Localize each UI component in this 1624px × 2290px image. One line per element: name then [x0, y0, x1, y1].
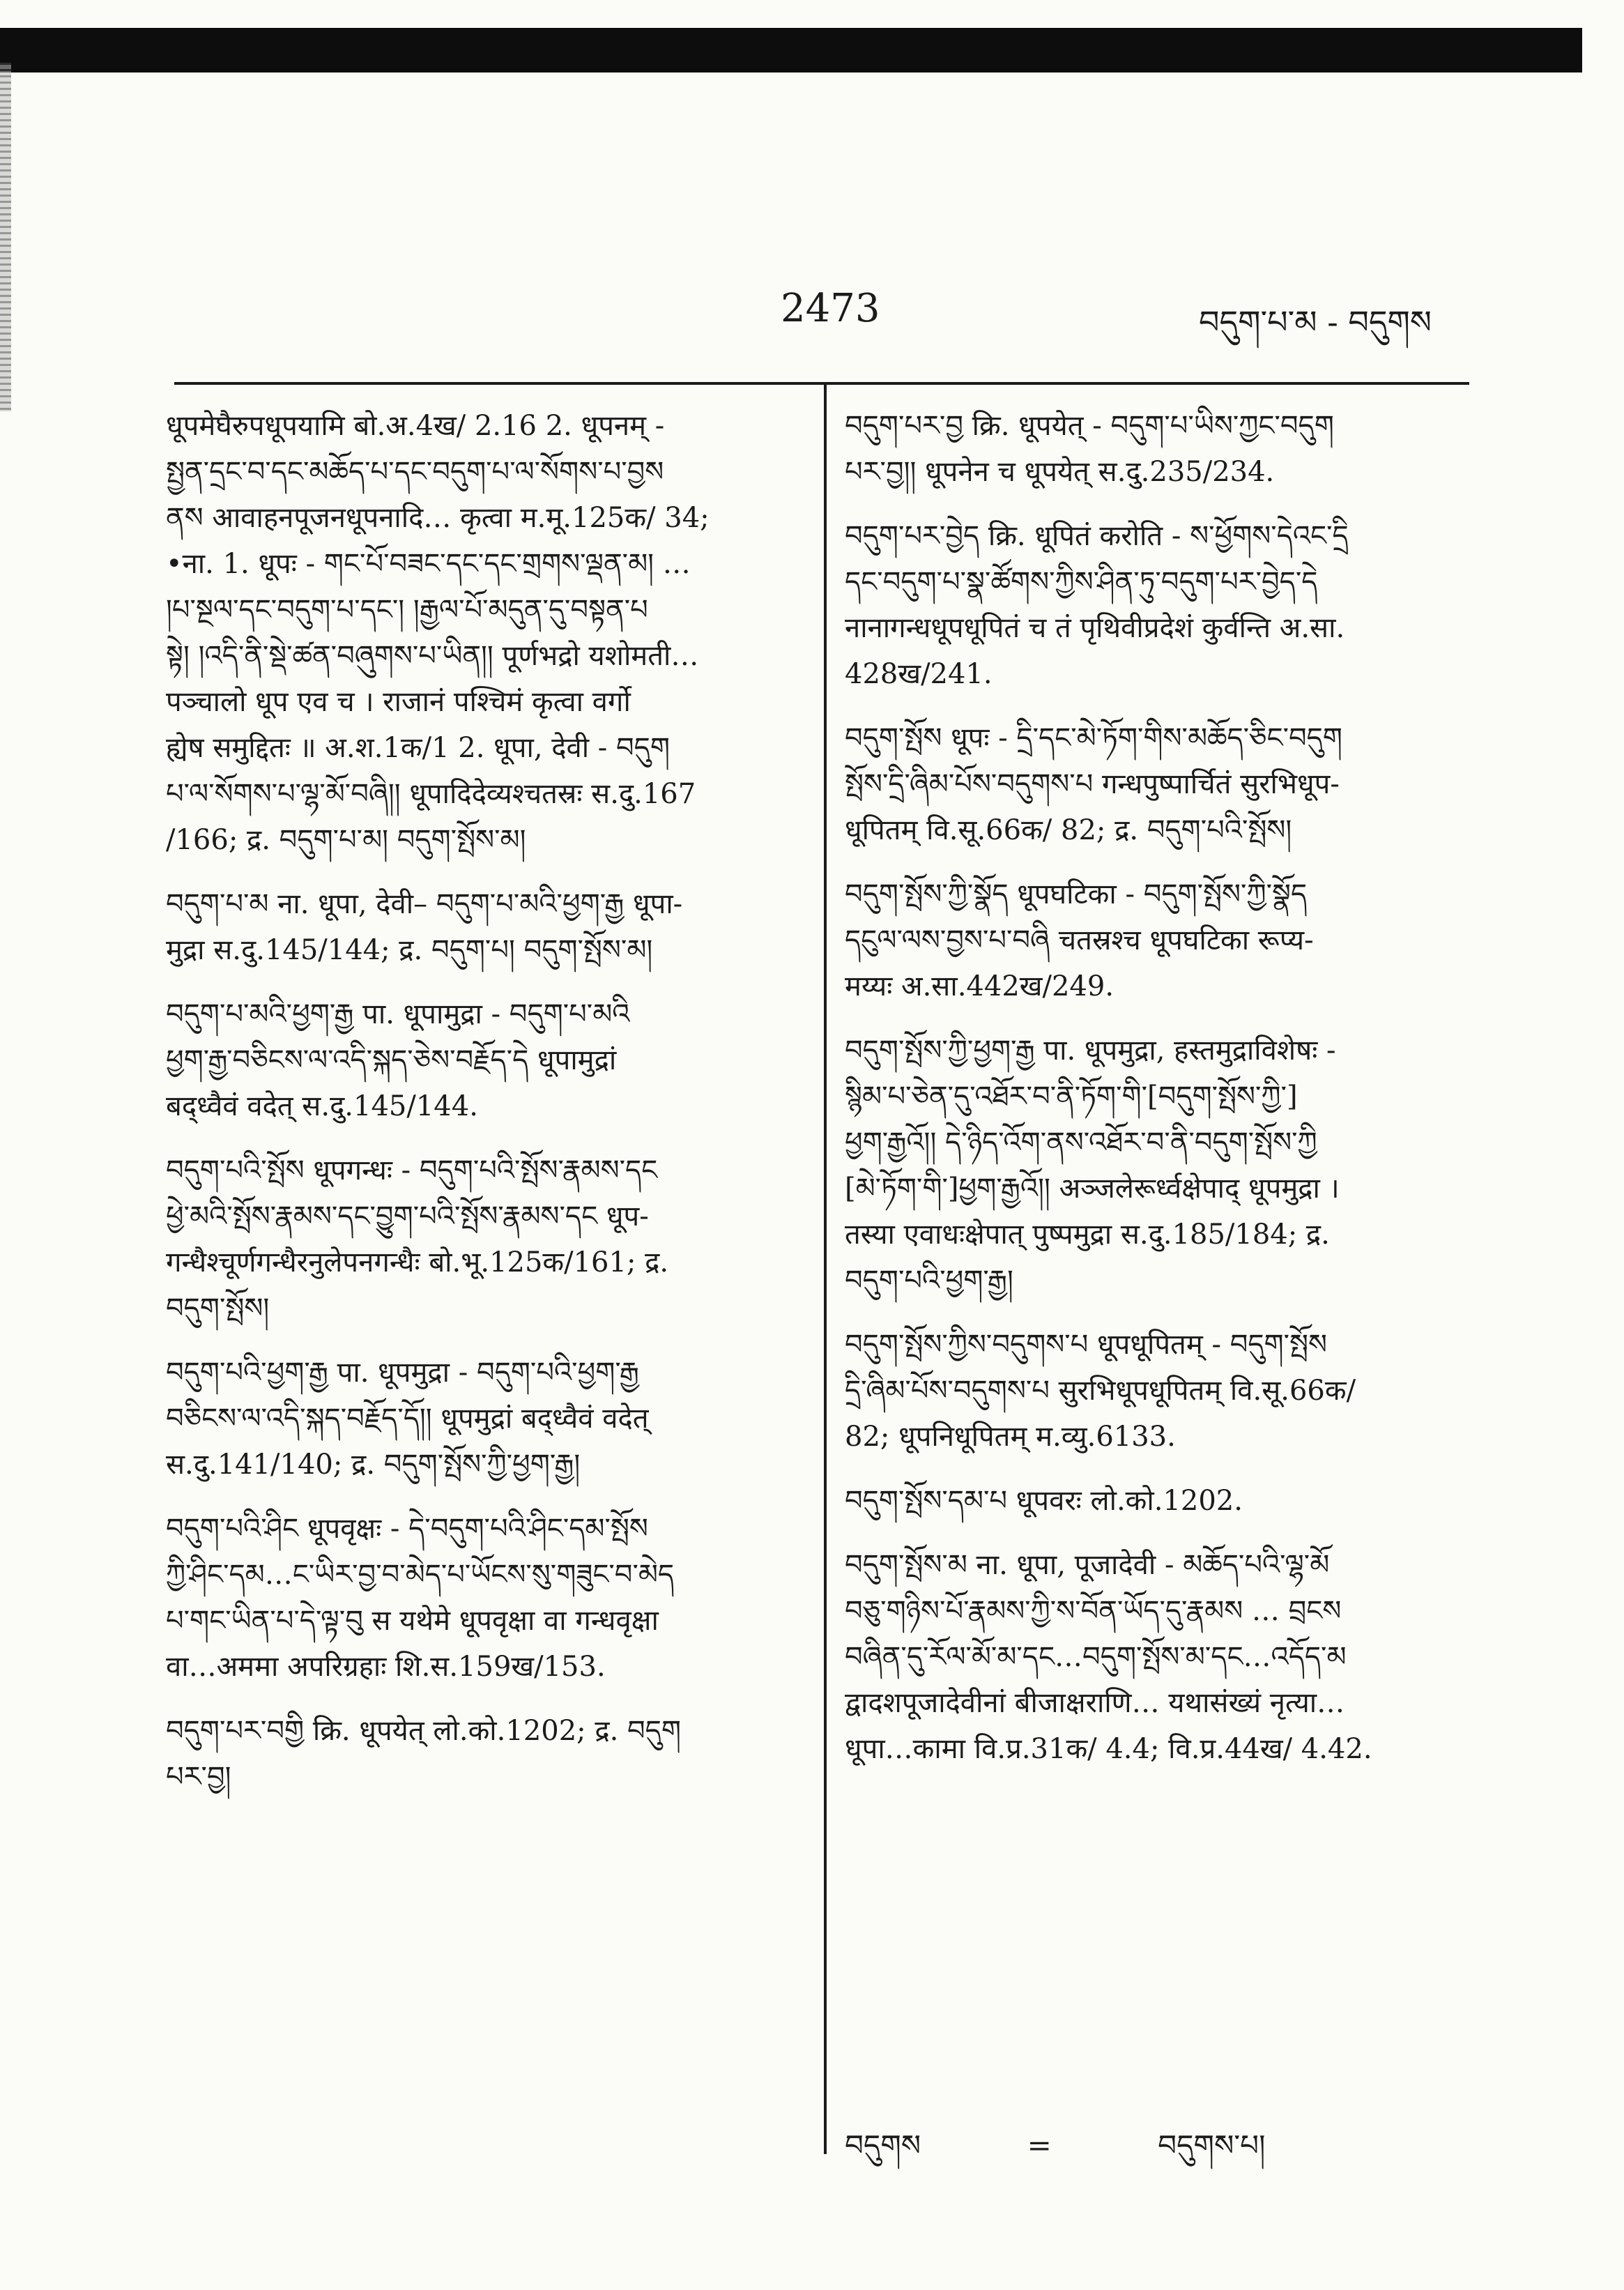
entry-line: वा…अममा अपरिग्रहाः शि.स.159ख/153.	[166, 1651, 606, 1683]
entry-line: नानागन्धधूपधूपितं च तं पृथिवीप्रदेशं कुर्वन्ति अ.सा.	[845, 612, 1345, 644]
entry-line: स.दु.141/140; द्र. བདུག་སྤོས་ཀྱི་ཕྱག་རྒྱ།	[166, 1449, 581, 1481]
scan-top-border	[0, 28, 1582, 72]
entry-headline: བདུག་སྤོས धूपः - དྲི་དང་མེ་ཏོག་གིས་མཆོད་ཅིང་བདུག	[845, 722, 1342, 754]
dictionary-entry	[166, 1506, 800, 1690]
entry-line: 82; धूपनिधूपितम् म.व्यु.6133.	[845, 1421, 1176, 1453]
entry-headline: བདུག་སྤོས་དམ་པ धूपवरः लो.को.1202.	[845, 1485, 1243, 1517]
entry-line: པར་བྱ།། धूपनेन च धूपयेत् स.दु.235/234.	[845, 456, 1275, 488]
entry-headline: བདུག་པར་བགྱི क्रि. धूपयेत् लो.को.1202; द्र. བདུག	[166, 1715, 681, 1747]
dictionary-entry	[166, 1350, 800, 1488]
entry-line: द्वादशपूजादेवीनां बीजाक्षराणि… यथासंख्यं नृत्या…	[845, 1687, 1345, 1719]
dictionary-entry	[166, 403, 800, 863]
entry-headline: བདུག་པའི་ཤིང धूपवृक्षः - དེ་བདུག་པའི་ཤིང་དམ་སྤོས	[166, 1513, 648, 1545]
entry-line: •ना. 1. धूपः - གང་པོ་བཟང་དང་དང་གྲགས་ལྡན་མ། …	[166, 548, 691, 580]
entry-line: བདུག་སྤོས།	[166, 1292, 270, 1325]
entry-line: बद्ध्वैवं वदेत् स.दु.145/144.	[166, 1090, 478, 1122]
entry-headline: བདུག་སྤོས་ཀྱི་སྣོད धूपघटिका - བདུག་སྤོས་ཀྱི་སྣོད	[845, 878, 1308, 910]
entry-headline: धूपमेघैरुपधूपयामि बो.अ.4ख/ 2.16 2. धूपनम् -	[166, 410, 665, 442]
entry-headline: བདུག་པར་བྱ क्रि. धूपयेत् - བདུག་པ་ཡིས་ཀྱང་བདུག	[845, 410, 1334, 442]
entry-line: /166; द्र. བདུག་པ་མ། བདུག་སྤོས་མ།	[166, 824, 526, 856]
entry-line: པར་བྱ།	[166, 1761, 231, 1793]
right-column	[845, 403, 1472, 1790]
entry-headline: བདུག་སྤོས་མ ना. धूपा, पूजादेवी - མཆོད་པའི་ལྷ་མོ	[845, 1549, 1330, 1581]
dictionary-entry	[845, 715, 1472, 853]
cross-ref-target: བདུགས་པ།	[1158, 2128, 1266, 2162]
dictionary-entry	[166, 881, 800, 973]
entry-line: པ་གང་ཡིན་པ་དེ་ལྟ་བུ स यथेमे धूपवृक्षा वा गन्धवृक्षा	[166, 1605, 659, 1637]
entry-line: पञ्चालो धूप एव च । राजानं पश्चिमं कृत्वा वर्गो	[166, 686, 631, 718]
dictionary-entry	[845, 403, 1472, 495]
entry-line: [མེ་ཏོག་གི་]ཕྱག་རྒྱའོ།། अञ्जलेरूर्ध्वक्षेपाद् धूपमुद्रा ।	[845, 1173, 1340, 1205]
dictionary-entry	[845, 513, 1472, 697]
entry-line: तस्या एवाधःक्षेपात् पुष्पमुद्रा स.दु.185/184; द्र.	[845, 1219, 1330, 1251]
entry-line: ह्येष समुद्दितः ॥ अ.श.1क/1 2. धूपा, देवी - བདུག	[166, 732, 670, 764]
entry-line: སྙིམ་པ་ཅེན་དུ་འཐོར་བ་ནི་ཏོག་གི་[བདུག་སྤོས་ཀྱི་]	[845, 1081, 1298, 1113]
entry-line: मुद्रा स.दु.145/144; द्र. བདུག་པ། བདུག་སྤོས་མ།	[166, 934, 653, 966]
entry-line: སྟེ། །འདི་ནི་སྡེ་ཚན་བཞུགས་པ་ཡིན།། पूर्णभद्रो यशोमती…	[166, 640, 699, 672]
entry-line: །པ་སྔལ་དང་བདུག་པ་དང་། །རྒྱལ་པོ་མདུན་དུ་བསྟན་པ	[166, 594, 648, 626]
entry-line: པ་ལ་སོགས་པ་ལྷ་མོ་བཞི།། धूपादिदेव्यश्चतस्रः स.दु.167	[166, 778, 696, 810]
dictionary-entry	[845, 1028, 1472, 1304]
entry-headline: བདུག་སྤོས་ཀྱིས་བདུགས་པ धूपधूपितम् - བདུག་སྤོས	[845, 1329, 1328, 1361]
entry-line: मय्यः अ.सा.442ख/249.	[845, 970, 1114, 1002]
entry-line: ནས आवाहनपूजनधूपनादि… कृत्वा म.मू.125क/ 34;	[166, 502, 710, 534]
running-head: བདུག་པ་མ - བདུགས	[1199, 303, 1432, 341]
entry-line: དང་བདུག་པ་སྣ་ཚོགས་ཀྱིས་ཤིན་ཏུ་བདུག་པར་བྱེད་དེ	[845, 566, 1318, 598]
scan-left-edge	[0, 63, 11, 411]
entry-line: དྲི་ཞིམ་པོས་བདུགས་པ सुरभिधूपधूपितम् वि.सू.66क/	[845, 1375, 1356, 1407]
left-column	[166, 403, 800, 1818]
dictionary-entry	[166, 1708, 800, 1800]
entry-line: བདུག་པའི་ཕྱག་རྒྱ།	[845, 1265, 1013, 1297]
entry-line: धूपा…कामा वि.प्र.31क/ 4.4; वि.प्र.44ख/ 4.42.	[845, 1733, 1372, 1765]
entry-line: गन्धैश्चूर्णगन्धैरनुलेपनगन्धैः बो.भू.125क/161; द्र.	[166, 1246, 669, 1278]
header-rule	[174, 382, 1469, 385]
entry-line: 428ख/241.	[845, 658, 993, 690]
page-number: 2473	[781, 286, 880, 331]
entry-headline: བདུག་པའི་ཕྱག་རྒྱ पा. धूपमुद्रा - བདུག་པའི་ཕྱག་རྒྱ	[166, 1357, 639, 1389]
entry-line: ཕྱག་རྒྱའོ།། དེ་ཉིད་འོག་ནས་འཐོར་བ་ནི་བདུག་སྤོས་ཀྱི	[845, 1127, 1317, 1159]
dictionary-entry	[166, 1147, 800, 1331]
entry-headline: བདུག་སྤོས་ཀྱི་ཕྱག་རྒྱ पा. धूपमुद्रा, हस्तमुद्राविशेषः -	[845, 1035, 1336, 1067]
entry-headline: བདུག་པའི་སྤོས धूपगन्धः - བདུག་པའི་སྤོས་རྣམས་དང	[166, 1154, 658, 1186]
entry-headline: བདུག་པ་མ ना. धूपा, देवी– བདུག་པ་མའི་ཕྱག་རྒྱ धूपा-	[166, 888, 683, 920]
entry-line: སྤྱན་དྲང་བ་དང་མཆོད་པ་དང་བདུག་པ་ལ་སོགས་པ་བྱས	[166, 456, 664, 488]
entry-line: ཕྱག་རྒྱ་བཅིངས་ལ་འདི་སྐད་ཅེས་བརྗོད་དེ धूपामुद्रां	[166, 1044, 617, 1076]
entry-line: ཕྱེ་མའི་སྤོས་རྣམས་དང་བྱུག་པའི་སྤོས་རྣམས་དང धूप-	[166, 1200, 649, 1232]
dictionary-entry	[845, 1322, 1472, 1460]
entry-headline: བདུག་པར་བྱེད क्रि. धूपितं करोति - ས་ཕྱོགས་དེའང་དྲི	[845, 520, 1349, 552]
cross-ref-term: བདུགས	[845, 2128, 921, 2162]
dictionary-entry	[845, 1542, 1472, 1772]
entry-line: བཞིན་དུ་རོལ་མོ་མ་དང…བདུག་སྤོས་མ་དང…འདོད་མ	[845, 1641, 1347, 1673]
cross-reference	[845, 2112, 1265, 2195]
entry-line: དངུལ་ལས་བྱས་པ་བཞི चतस्रश्च धूपघटिका रूप्य-	[845, 924, 1314, 956]
cross-ref-equals: =	[1027, 2128, 1052, 2162]
dictionary-entry	[845, 1478, 1472, 1524]
entry-headline: བདུག་པ་མའི་ཕྱག་རྒྱ पा. धूपामुद्रा - བདུག་པ་མའི	[166, 998, 630, 1030]
entry-line: धूपितम् वि.सू.66क/ 82; द्र. བདུག་པའི་སྤོས།	[845, 814, 1292, 846]
entry-line: བཅུ་གཉིས་པོ་རྣམས་ཀྱི་ས་བོན་ཡོད་དུ་རྣམས … བྲངས	[845, 1595, 1342, 1627]
entry-line: ཀྱི་ཤིང་དམ…ང་ཡིར་བྱ་བ་མེད་པ་ཡོངས་སུ་གཟུང་བ་མེད	[166, 1559, 675, 1591]
dictionary-entry	[166, 991, 800, 1129]
entry-line: སྤོས་དྲི་ཞིམ་པོས་བདུགས་པ गन्धपुष्पार्चितं सुरभिधूप-	[845, 768, 1340, 800]
column-divider	[824, 383, 827, 2154]
dictionary-entry	[845, 871, 1472, 1009]
entry-line: བཅིངས་ལ་འདི་སྐད་བརྗོད་དོ།། धूपमुद्रां बद्ध्वैवं वदेत्	[166, 1403, 649, 1435]
